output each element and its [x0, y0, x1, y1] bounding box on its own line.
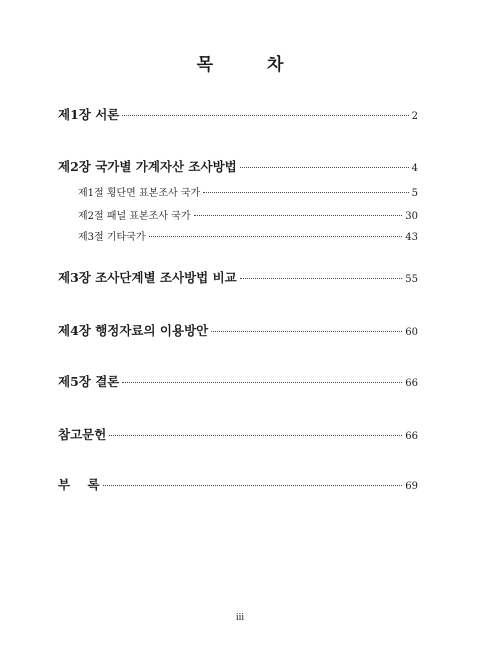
dot-leader [240, 278, 403, 279]
toc-entry-label: 제3절 기타국가 [78, 232, 146, 243]
toc-entry-page: 69 [405, 481, 418, 492]
toc-entry-page: 55 [405, 274, 418, 285]
dot-leader [109, 435, 402, 436]
toc-entry-chapter-2[interactable] [58, 157, 418, 175]
toc-entry-label: 제2장 국가별 가계자산 조사방법 [58, 159, 237, 174]
toc-entry-page: 66 [405, 378, 418, 389]
toc-title: 목 차 [196, 55, 308, 75]
dot-leader [211, 331, 402, 332]
toc-entry-chapter-3[interactable] [58, 268, 418, 286]
toc-entry-section-2-1[interactable] [78, 184, 418, 199]
toc-entry-label: 부 록 [58, 477, 100, 492]
toc-entry-chapter-4[interactable] [58, 321, 418, 339]
dot-leader [240, 167, 409, 168]
toc-entry-label: 제1절 횡단면 표본조사 국가 [78, 188, 201, 199]
dot-leader [103, 485, 403, 486]
toc-entry-chapter-5[interactable] [58, 372, 418, 390]
toc-entry-section-2-3[interactable] [78, 228, 418, 243]
toc-entry-label: 제5장 결론 [58, 374, 120, 389]
toc-entry-label: 참고문헌 [58, 427, 107, 442]
toc-entry-page: 4 [411, 163, 418, 174]
dot-leader [194, 215, 403, 216]
toc-entry-appendix[interactable] [58, 475, 418, 493]
toc-entry-page: 66 [405, 431, 418, 442]
toc-entry-page: 43 [405, 232, 418, 243]
toc-entry-page: 30 [405, 211, 418, 222]
toc-entry-label: 제2절 패널 표본조사 국가 [78, 211, 191, 222]
toc-entry-page: 2 [411, 111, 418, 122]
toc-entry-label: 제3장 조사단계별 조사방법 비교 [58, 270, 237, 285]
toc-entry-references[interactable] [58, 425, 418, 443]
dot-leader [149, 236, 403, 237]
toc-entry-label: 제1장 서론 [58, 107, 120, 122]
toc-entry-section-2-2[interactable] [78, 207, 418, 222]
dot-leader [122, 115, 408, 116]
page-number: iii [235, 612, 245, 623]
toc-entry-label: 제4장 행정자료의 이용방안 [58, 323, 209, 338]
dot-leader [203, 192, 408, 193]
toc-entry-page: 5 [411, 188, 418, 199]
toc-entry-page: 60 [405, 327, 418, 338]
toc-entry-chapter-1[interactable] [58, 105, 418, 123]
dot-leader [122, 382, 402, 383]
